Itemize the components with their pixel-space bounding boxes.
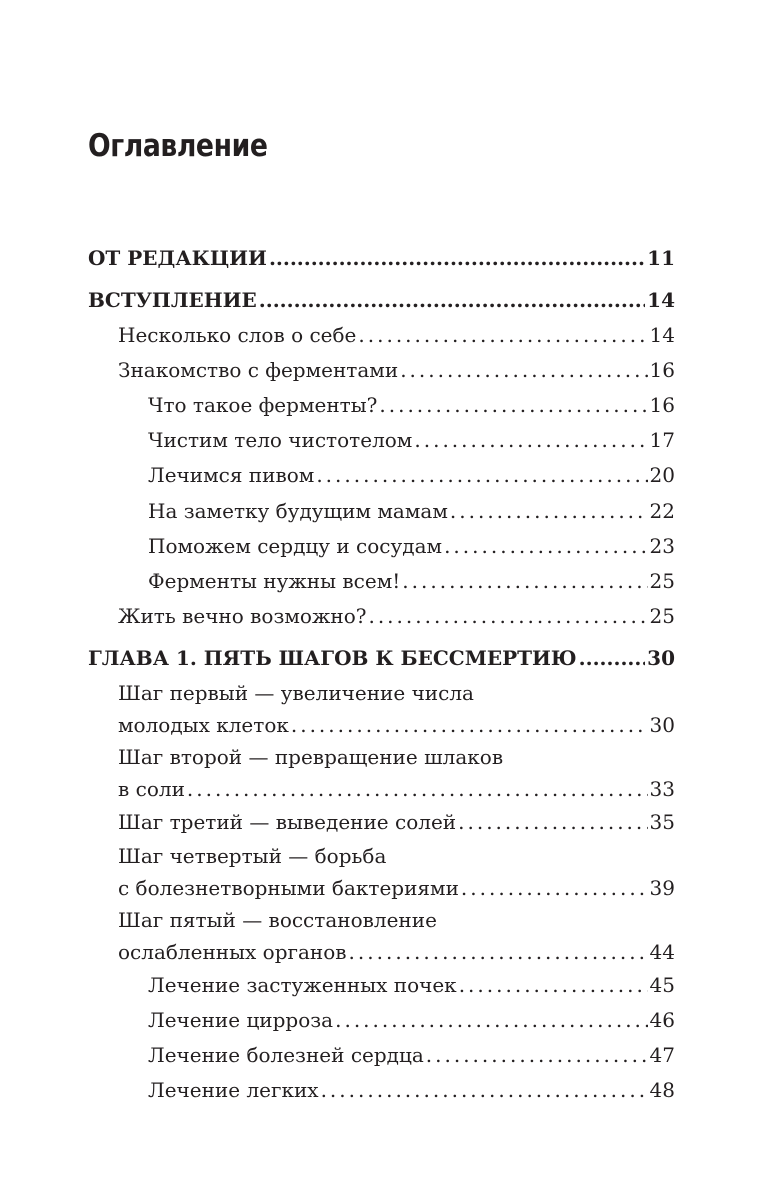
dot-leader	[400, 360, 647, 380]
toc-entry-title: Шаг третий — выведение солей	[118, 810, 457, 834]
toc-entry-title: ГЛАВА 1. ПЯТЬ ШАГОВ К БЕССМЕРТИЮ	[88, 646, 577, 670]
toc-entry[interactable]	[148, 1045, 675, 1065]
toc-page-number: 17	[649, 428, 675, 452]
dot-leader	[379, 395, 647, 415]
toc-page-number: 44	[649, 940, 675, 964]
toc-entry-title: в соли	[118, 777, 185, 801]
toc-entry[interactable]	[148, 430, 675, 450]
toc-entry-title: ВСТУПЛЕНИЕ	[88, 288, 257, 312]
dot-leader	[459, 975, 648, 995]
toc-entry-title: Лечение болезней сердца	[148, 1043, 424, 1067]
toc-page-number: 48	[649, 1078, 675, 1102]
toc-page-number: 30	[649, 713, 675, 737]
dot-leader	[426, 1045, 648, 1065]
dot-leader	[259, 290, 645, 310]
toc-entry[interactable]	[148, 1010, 675, 1030]
toc-page-number: 47	[649, 1043, 675, 1067]
dot-leader	[414, 430, 647, 450]
toc-entry[interactable]	[148, 501, 675, 521]
toc-entry-title: с болезнетворными бактериями	[118, 876, 459, 900]
toc-page-number: 30	[647, 646, 675, 670]
toc-page-number: 25	[649, 569, 675, 593]
dot-leader	[349, 942, 648, 962]
toc-entry-title: Что такое ферменты?	[148, 393, 378, 417]
toc-entry[interactable]	[118, 812, 675, 832]
dot-leader	[187, 779, 648, 799]
toc-page-number: 45	[649, 973, 675, 997]
toc-entry[interactable]	[118, 325, 675, 345]
toc-entry-title: Лечение легких	[148, 1078, 319, 1102]
toc-page-number: 14	[649, 323, 675, 347]
toc-entry-title: Лечение застуженных почек	[148, 973, 457, 997]
toc-page-number: 16	[649, 393, 675, 417]
dot-leader	[458, 812, 647, 832]
toc-entry[interactable]	[148, 975, 675, 995]
dot-leader	[335, 1010, 647, 1030]
dot-leader	[291, 715, 648, 735]
toc-entry-title-line1: Шаг пятый — восстановление	[118, 908, 437, 932]
toc-entry[interactable]	[148, 395, 675, 415]
toc-entry[interactable]	[88, 290, 675, 310]
toc-page-number: 33	[649, 777, 675, 801]
dot-leader	[358, 325, 647, 345]
dot-leader	[579, 648, 645, 668]
dot-leader	[316, 465, 647, 485]
toc-entry-title: Жить вечно возможно?	[118, 604, 367, 628]
dot-leader	[450, 501, 648, 521]
toc-page-number: 23	[649, 534, 675, 558]
toc-page-number: 46	[649, 1008, 675, 1032]
toc-entry-title: молодых клеток	[118, 713, 289, 737]
toc-entry-title-line1: Шаг первый — увеличение числа	[118, 681, 474, 705]
toc-entry-title: Знакомство с ферментами	[118, 358, 399, 382]
toc-page-number: 22	[649, 499, 675, 523]
toc-page-number: 16	[649, 358, 675, 382]
toc-entry[interactable]	[118, 747, 675, 799]
toc-page-number: 11	[647, 246, 675, 270]
page-title: Оглавление	[88, 128, 268, 164]
toc-page-number: 14	[647, 288, 675, 312]
dot-leader	[269, 248, 645, 268]
dot-leader	[368, 606, 647, 626]
dot-leader	[321, 1080, 648, 1100]
toc-page-number: 35	[649, 810, 675, 834]
dot-leader	[461, 878, 648, 898]
toc-entry-title: ОТ РЕДАКЦИИ	[88, 246, 267, 270]
toc-page-number: 25	[649, 604, 675, 628]
toc-entry[interactable]	[118, 910, 675, 962]
toc-entry[interactable]	[118, 683, 675, 735]
toc-entry-title-line1: Шаг второй — превращение шлаков	[118, 745, 504, 769]
toc-entry-title: Ферменты нужны всем!	[148, 569, 401, 593]
toc-entry-title: Лечимся пивом	[148, 463, 315, 487]
toc-entry[interactable]	[118, 360, 675, 380]
toc-entry-title: ослабленных органов	[118, 940, 347, 964]
toc-page-number: 39	[649, 876, 675, 900]
toc-entry[interactable]	[148, 465, 675, 485]
toc-entry-title: Поможем сердцу и сосудам	[148, 534, 443, 558]
toc-entry[interactable]	[148, 536, 675, 556]
toc-entry[interactable]	[88, 648, 675, 668]
toc-entry[interactable]	[118, 846, 675, 898]
toc-entry[interactable]	[118, 606, 675, 626]
toc-entry-title-line1: Шаг четвертый — борьба	[118, 844, 387, 868]
dot-leader	[444, 536, 647, 556]
toc-entry-title: Несколько слов о себе	[118, 323, 357, 347]
toc-entry[interactable]	[88, 248, 675, 268]
toc-entry-title: Лечение цирроза	[148, 1008, 334, 1032]
toc-entry[interactable]	[148, 1080, 675, 1100]
toc-entry-title: Чистим тело чистотелом	[148, 428, 413, 452]
toc-entry[interactable]	[148, 571, 675, 591]
toc-page-number: 20	[649, 463, 675, 487]
dot-leader	[402, 571, 647, 591]
toc-entry-title: На заметку будущим мамам	[148, 499, 448, 523]
